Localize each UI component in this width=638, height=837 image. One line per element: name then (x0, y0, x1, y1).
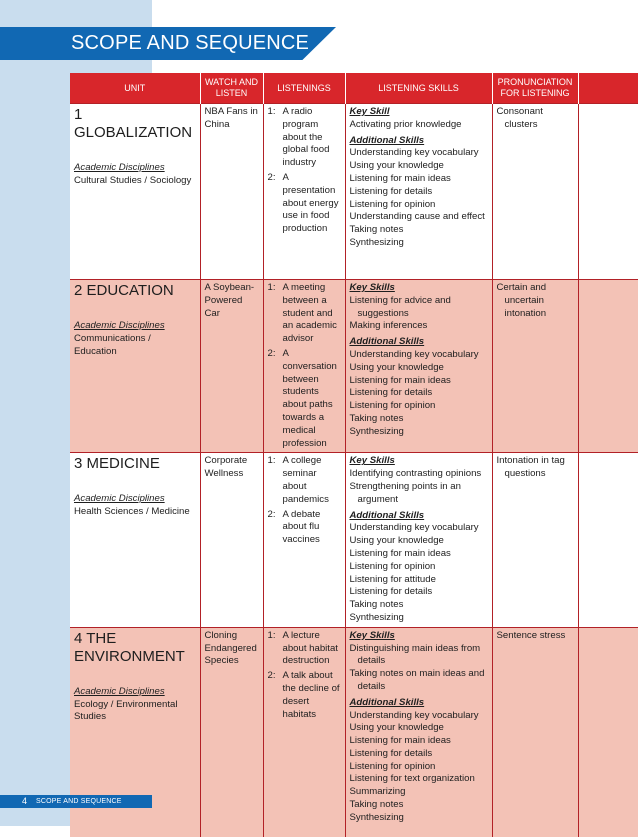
watch-cell (200, 453, 263, 627)
listening-text: A debate about flu vaccines (279, 509, 341, 547)
key-skill-item: Activating prior knowledge (350, 119, 488, 132)
additional-skill-item: Understanding cause and effect (350, 211, 488, 224)
skills-cell (345, 104, 492, 280)
table-body (70, 104, 638, 837)
listening-item (268, 670, 341, 721)
key-skill-item: Listening for advice and suggestions (350, 295, 488, 321)
scope-sequence-table (70, 73, 638, 837)
additional-skill-item: Using your knowledge (350, 160, 488, 173)
pronunciation-cell (492, 453, 578, 627)
listening-number: 2: (268, 670, 279, 721)
listenings-cell (263, 453, 345, 627)
additional-skills-label: Additional Skills (350, 135, 488, 148)
additional-skill-item: Taking notes (350, 599, 488, 612)
pronunciation-cell (492, 104, 578, 280)
listening-text: A college seminar about pandemics (279, 455, 341, 506)
pronunciation-cell (492, 280, 578, 453)
key-skill-item: Making inferences (350, 320, 488, 333)
pronunciation-text: Certain and uncertain intonation (497, 282, 574, 320)
listening-text: A presentation about energy use in food production (279, 172, 341, 236)
additional-skill-item: Synthesizing (350, 612, 488, 625)
listening-number: 1: (268, 282, 279, 346)
key-skill-item: Strengthening points in an argument (350, 481, 488, 507)
table-row (70, 280, 638, 453)
additional-skills-label: Additional Skills (350, 336, 488, 349)
unit-cell (70, 104, 200, 280)
additional-skill-item: Listening for main ideas (350, 173, 488, 186)
watch-cell (200, 104, 263, 280)
header-watch-and-listen: WATCH AND LISTEN (200, 73, 263, 104)
table-header-row (70, 73, 638, 104)
academic-disciplines-label: Academic Disciplines (74, 162, 196, 175)
spacer-cell (578, 627, 638, 837)
listening-text: A talk about the decline of desert habitats (279, 670, 341, 721)
listening-number: 1: (268, 630, 279, 668)
academic-disciplines: Cultural Studies / Sociology (74, 175, 196, 188)
listening-text: A conversation between students about paths towards a medical profession (279, 348, 341, 450)
additional-skill-item: Listening for details (350, 387, 488, 400)
watch-title: A Soybean-Powered Car (205, 282, 259, 320)
pronunciation-text: Sentence stress (497, 630, 574, 643)
academic-disciplines: Ecology / Environmental Studies (74, 699, 196, 725)
additional-skill-item: Summarizing (350, 786, 488, 799)
listening-text: A meeting between a student and an academic advisor (279, 282, 341, 346)
listening-number: 1: (268, 106, 279, 170)
listening-item (268, 455, 341, 506)
key-skills-label: Key Skills (350, 455, 488, 468)
watch-cell (200, 627, 263, 837)
skills-cell (345, 627, 492, 837)
additional-skill-item: Understanding key vocabulary (350, 147, 488, 160)
listening-number: 2: (268, 172, 279, 236)
pronunciation-text: Consonant clusters (497, 106, 574, 132)
skills-cell (345, 280, 492, 453)
additional-skill-item: Taking notes (350, 799, 488, 812)
spacer-cell (578, 104, 638, 280)
key-skill-item: Taking notes on main ideas and details (350, 668, 488, 694)
unit-cell (70, 453, 200, 627)
additional-skill-item: Listening for main ideas (350, 548, 488, 561)
additional-skill-item: Using your knowledge (350, 362, 488, 375)
skills-cell (345, 453, 492, 627)
key-skills-label: Key Skills (350, 630, 488, 643)
academic-disciplines-label: Academic Disciplines (74, 686, 196, 699)
key-skill-item: Distinguishing main ideas from details (350, 643, 488, 669)
page-number: 4 (22, 796, 27, 807)
additional-skill-item: Listening for text organization (350, 773, 488, 786)
academic-disciplines: Communications / Education (74, 333, 196, 359)
table-row (70, 453, 638, 627)
watch-cell (200, 280, 263, 453)
footer-label: SCOPE AND SEQUENCE (36, 797, 122, 807)
listening-item (268, 172, 341, 236)
additional-skill-item: Listening for details (350, 586, 488, 599)
unit-title: 4 THE ENVIRONMENT (74, 630, 196, 666)
additional-skill-item: Listening for opinion (350, 561, 488, 574)
listening-item (268, 509, 341, 547)
pronunciation-cell (492, 627, 578, 837)
listening-item (268, 282, 341, 346)
listenings-cell (263, 627, 345, 837)
unit-title: 1 GLOBALIZATION (74, 106, 196, 142)
additional-skill-item: Synthesizing (350, 426, 488, 439)
listening-text: A lecture about habitat destruction (279, 630, 341, 668)
unit-title: 2 EDUCATION (74, 282, 196, 300)
spacer-cell (578, 280, 638, 453)
watch-title: Corporate Wellness (205, 455, 259, 481)
academic-disciplines-label: Academic Disciplines (74, 320, 196, 333)
header-unit: UNIT (70, 73, 200, 104)
listening-item (268, 348, 341, 450)
additional-skill-item: Taking notes (350, 224, 488, 237)
header-pronunciation: PRONUNCIATION FOR LISTENING (492, 73, 578, 104)
listening-item (268, 630, 341, 668)
key-skills-label: Key Skills (350, 282, 488, 295)
additional-skill-item: Understanding key vocabulary (350, 522, 488, 535)
listening-number: 2: (268, 348, 279, 450)
header-listening-skills: LISTENING SKILLS (345, 73, 492, 104)
page-title: SCOPE AND SEQUENCE (71, 30, 309, 56)
table-row (70, 627, 638, 837)
additional-skill-item: Synthesizing (350, 812, 488, 825)
additional-skill-item: Synthesizing (350, 237, 488, 250)
listening-item (268, 106, 341, 170)
additional-skill-item: Using your knowledge (350, 535, 488, 548)
additional-skill-item: Listening for main ideas (350, 735, 488, 748)
additional-skill-item: Listening for details (350, 748, 488, 761)
additional-skill-item: Listening for opinion (350, 400, 488, 413)
additional-skill-item: Using your knowledge (350, 722, 488, 735)
additional-skill-item: Listening for main ideas (350, 375, 488, 388)
additional-skills-label: Additional Skills (350, 697, 488, 710)
listenings-cell (263, 104, 345, 280)
additional-skill-item: Understanding key vocabulary (350, 349, 488, 362)
watch-title: Cloning Endangered Species (205, 630, 259, 668)
additional-skill-item: Taking notes (350, 413, 488, 426)
additional-skill-item: Listening for attitude (350, 574, 488, 587)
header-spacer (578, 73, 638, 104)
header-listenings: LISTENINGS (263, 73, 345, 104)
listening-text: A radio program about the global food industry (279, 106, 341, 170)
key-skill-item: Identifying contrasting opinions (350, 468, 488, 481)
additional-skill-item: Listening for opinion (350, 761, 488, 774)
listening-number: 2: (268, 509, 279, 547)
watch-title: NBA Fans in China (205, 106, 259, 132)
additional-skill-item: Listening for opinion (350, 199, 488, 212)
key-skills-label: Key Skill (350, 106, 488, 119)
unit-title: 3 MEDICINE (74, 455, 196, 473)
table-row (70, 104, 638, 280)
listening-number: 1: (268, 455, 279, 506)
pronunciation-text: Intonation in tag questions (497, 455, 574, 481)
spacer-cell (578, 453, 638, 627)
unit-cell (70, 280, 200, 453)
additional-skills-label: Additional Skills (350, 510, 488, 523)
additional-skill-item: Listening for details (350, 186, 488, 199)
academic-disciplines-label: Academic Disciplines (74, 493, 196, 506)
academic-disciplines: Health Sciences / Medicine (74, 506, 196, 519)
listenings-cell (263, 280, 345, 453)
additional-skill-item: Understanding key vocabulary (350, 710, 488, 723)
